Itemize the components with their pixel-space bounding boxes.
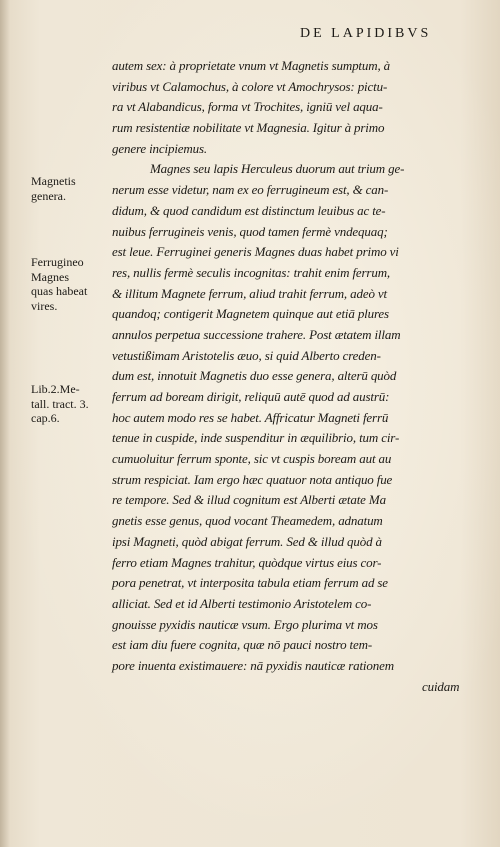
text-line: hoc autem modo res se habet. Affricatur Magneti ferrū xyxy=(112,409,389,425)
text-line: cumuoluitur ferrum sponte, sic vt cuspis boream aut au xyxy=(112,451,392,467)
text-line: viribus vt Calamochus, à colore vt Amochrysos: pictu- xyxy=(112,78,388,94)
text-line: tenue in cuspide, inde suspenditur in æquilibrio, tum cir- xyxy=(112,430,400,446)
text-line: gnetis esse genus, quod vocant Theamedem, adnatum xyxy=(112,513,383,529)
text-line: annulos perpetua successione trahere. Post ætatem illam xyxy=(112,326,401,342)
text-line: est leue. Ferruginei generis Magnes duas habet primo vi xyxy=(112,244,399,260)
text-line: vetustißimam Aristotelis æuo, si quid Alberto creden- xyxy=(112,347,381,363)
text-line: autem sex: à proprietate vnum vt Magnetis sumptum, à xyxy=(112,58,391,73)
marginal-note-line: Magnes xyxy=(31,269,69,284)
marginal-note-line: Lib.2.Me- xyxy=(31,382,80,396)
text-line: Magnes seu lapis Herculeus duorum aut trium ge- xyxy=(150,161,405,177)
text-line: didum, & quod candidum est distinctum leuibus ac te- xyxy=(112,202,386,218)
marginal-note-line: tall. tract. 3. xyxy=(31,396,89,411)
text-line: & illitum Magnete ferrum, aliud trahit ferrum, adeò vt xyxy=(112,285,387,301)
text-line: est iam diu fuere cognita, quæ nō pauci nostro tem- xyxy=(112,637,373,653)
text-line: nerum esse videtur, nam ex eo ferrugineum est, & can- xyxy=(112,182,389,198)
marginal-note-albertus-reference xyxy=(31,382,111,426)
marginal-note-line: genera. xyxy=(31,188,66,203)
text-line: pora penetrat, vt interposita tabula etiam ferrum ad se xyxy=(112,575,388,591)
text-line: res, nullis fermè seculis incognitas: trahit enim ferrum, xyxy=(112,264,391,280)
text-line: strum respiciat. Iam ergo hæc quatuor nota antiquo fue xyxy=(112,471,393,487)
text-line: re tempore. Sed & illud cognitum est Alberti ætate Ma xyxy=(112,492,386,508)
text-line: pore inuenta existimauere: nā pyxidis nauticæ rationem xyxy=(112,657,394,673)
text-line: nuibus ferrugineis venis, quod tamen fermè vndequaq; xyxy=(112,223,388,239)
text-line: gnouisse pyxidis nauticæ vsum. Ergo plurima vt mos xyxy=(112,616,378,632)
marginal-note-line: Magnetis xyxy=(31,174,76,188)
marginal-note-magnetis-genera xyxy=(31,174,111,203)
marginal-note-line: cap.6. xyxy=(31,411,60,425)
text-line: genere incipiemus. xyxy=(112,140,208,156)
text-line: quandoq; contigerit Magnetem quinque aut etiā plures xyxy=(112,306,389,322)
marginal-note-line: quas habeat xyxy=(31,284,88,298)
text-line: ra vt Alabandicus, forma vt Trochites, igniū vel aqua- xyxy=(112,99,383,115)
marginal-note-line: Ferrugineo xyxy=(31,255,84,269)
text-line: ferro etiam Magnes trahitur, quòdque virtus eius cor- xyxy=(112,554,382,570)
text-line: alliciat. Sed et id Alberti testimonio Aristotelem co- xyxy=(112,595,372,611)
running-head: DE LAPIDIBVS xyxy=(300,26,432,41)
marginal-note-ferrugineo xyxy=(31,255,111,313)
text-line: ipsi Magneti, quòd abigat ferrum. Sed & illud quòd à xyxy=(112,533,382,549)
page-gutter-shadow xyxy=(0,0,10,847)
text-line: dum est, innotuit Magnetis duo esse genera, alterū quòd xyxy=(112,368,397,384)
text-line: rum resistentiæ nobilitate vt Magnesia. Igitur à primo xyxy=(112,120,385,136)
body-text xyxy=(112,56,490,697)
marginal-note-line: vires. xyxy=(31,298,58,313)
text-line: cuidam xyxy=(422,678,460,694)
text-line: ferrum ad boream dirigit, reliquū autē quod ad austrū: xyxy=(112,389,390,404)
